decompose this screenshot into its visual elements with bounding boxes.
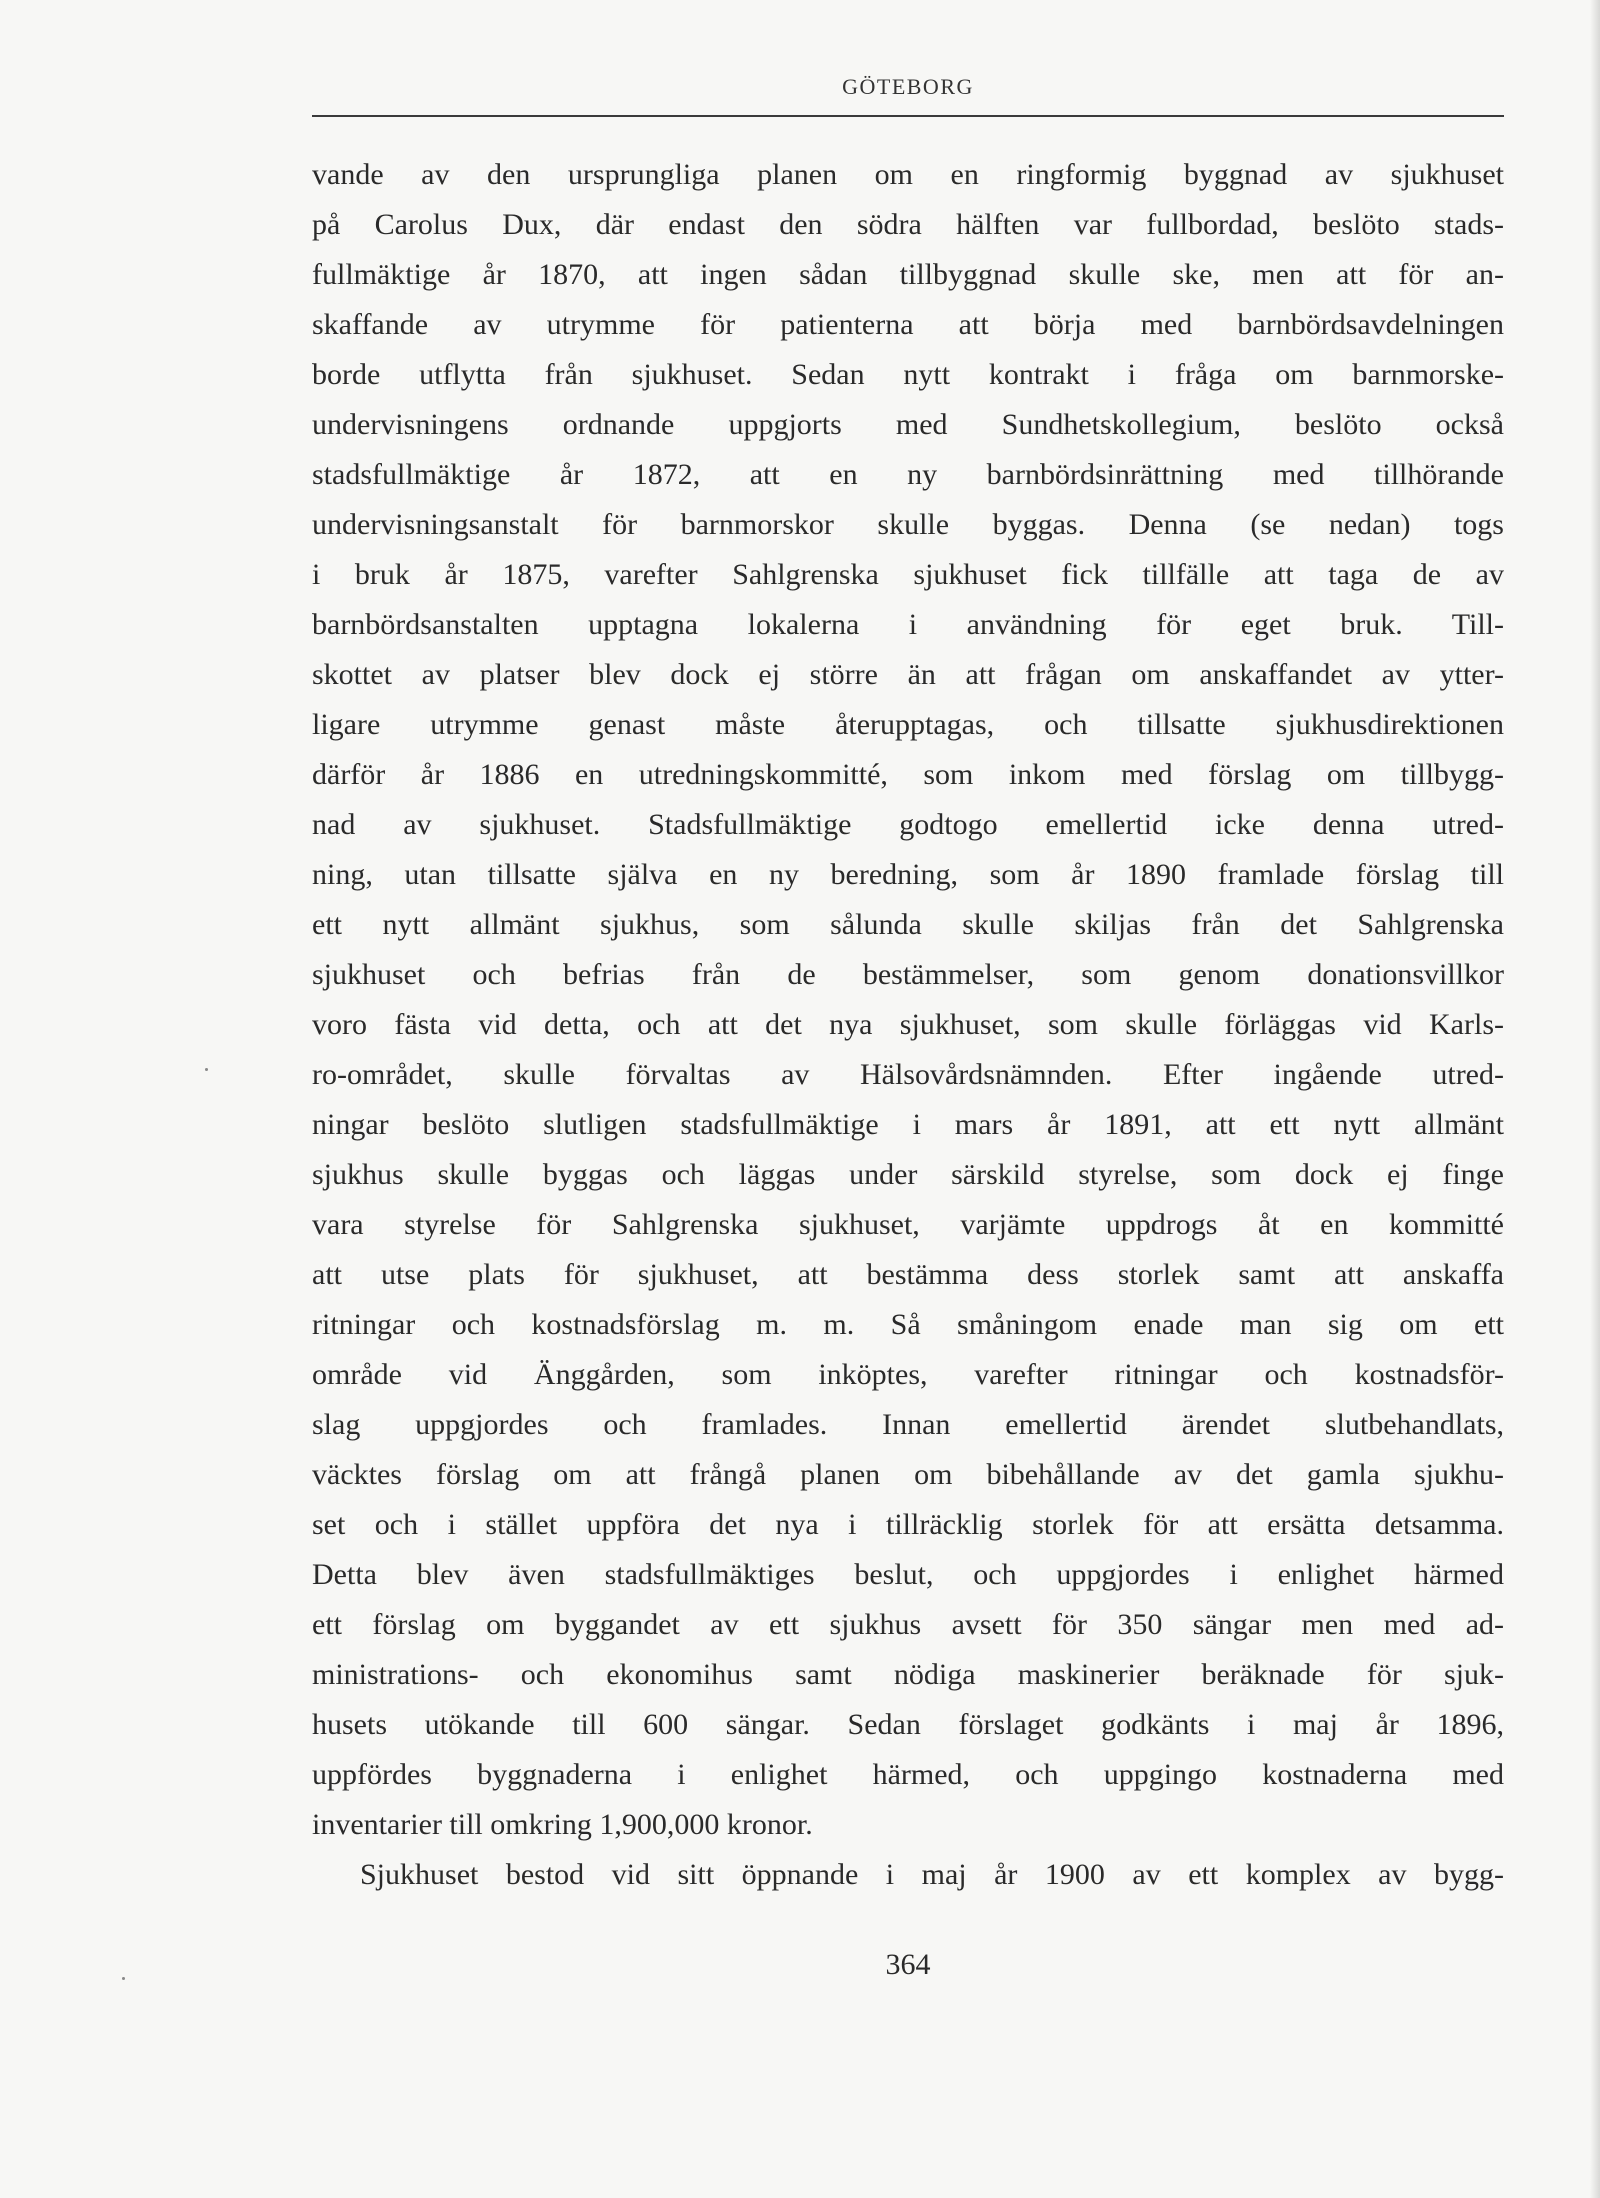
text-line: Sjukhuset bestod vid sitt öppnande i maj år 1900 av ett komplex av bygg-: [360, 1858, 1504, 1891]
text-line: ning, utan tillsatte själva en ny beredning, som år 1890 framlade förslag till: [312, 858, 1504, 891]
text-line: barnbördsanstalten upptagna lokalerna i användning för eget bruk. Till-: [312, 608, 1504, 641]
text-line: ett förslag om byggandet av ett sjukhus avsett för 350 sängar men med ad-: [312, 1608, 1504, 1641]
text-line: skaffande av utrymme för patienterna att börja med barnbördsavdelningen: [312, 308, 1504, 341]
text-line: ritningar och kostnadsförslag m. m. Så småningom enade man sig om ett: [312, 1308, 1504, 1341]
text-line: område vid Änggården, som inköptes, varefter ritningar och kostnadsför-: [312, 1358, 1504, 1391]
text-line: väcktes förslag om att frångå planen om bibehållande av det gamla sjukhu-: [312, 1458, 1504, 1491]
text-line: på Carolus Dux, där endast den södra hälften var fullbordad, beslöto stads-: [312, 208, 1504, 241]
text-line: stadsfullmäktige år 1872, att en ny barnbördsinrättning med tillhörande: [312, 458, 1504, 491]
text-line: fullmäktige år 1870, att ingen sådan tillbyggnad skulle ske, men att för an-: [312, 258, 1504, 291]
text-line: Detta blev även stadsfullmäktiges beslut, och uppgjordes i enlighet härmed: [312, 1558, 1504, 1591]
text-line: voro fästa vid detta, och att det nya sjukhuset, som skulle förläggas vid Karls-: [312, 1008, 1504, 1041]
text-line: borde utflytta från sjukhuset. Sedan nytt kontrakt i fråga om barnmorske-: [312, 358, 1504, 391]
text-line: vara styrelse för Sahlgrenska sjukhuset, varjämte uppdrogs åt en kommitté: [312, 1208, 1504, 1241]
text-line: att utse plats för sjukhuset, att bestämma dess storlek samt att anskaffa: [312, 1258, 1504, 1291]
text-line: sjukhuset och befrias från de bestämmelser, som genom donationsvillkor: [312, 958, 1504, 991]
text-line: i bruk år 1875, varefter Sahlgrenska sjukhuset fick tillfälle att taga de av: [312, 558, 1504, 591]
header-rule: [312, 115, 1504, 117]
text-line: husets utökande till 600 sängar. Sedan förslaget godkänts i maj år 1896,: [312, 1708, 1504, 1741]
scan-speck: [122, 1977, 125, 1980]
text-line: undervisningsanstalt för barnmorskor skulle byggas. Denna (se nedan) togs: [312, 508, 1504, 541]
text-line: uppfördes byggnaderna i enlighet härmed, och uppgingo kostnaderna med: [312, 1758, 1504, 1791]
running-header: GÖTEBORG: [842, 74, 974, 99]
scan-speck: [205, 1068, 208, 1071]
text-line: slag uppgjordes och framlades. Innan emellertid ärendet slutbehandlats,: [312, 1408, 1504, 1441]
text-line: ro-området, skulle förvaltas av Hälsovårdsnämnden. Efter ingående utred-: [312, 1058, 1504, 1091]
text-line: ligare utrymme genast måste återupptagas, och tillsatte sjukhusdirektionen: [312, 708, 1504, 741]
text-line: skottet av platser blev dock ej större än att frågan om anskaffandet av ytter-: [312, 658, 1504, 691]
text-line: ministrations- och ekonomihus samt nödiga maskinerier beräknade för sjuk-: [312, 1658, 1504, 1691]
text-line: inventarier till omkring 1,900,000 kronor.: [312, 1808, 813, 1841]
text-line: ett nytt allmänt sjukhus, som sålunda skulle skiljas från det Sahlgrenska: [312, 908, 1504, 941]
text-line: nad av sjukhuset. Stadsfullmäktige godtogo emellertid icke denna utred-: [312, 808, 1504, 841]
text-line: vande av den ursprungliga planen om en ringformig byggnad av sjukhuset: [312, 158, 1504, 191]
text-line: därför år 1886 en utredningskommitté, som inkom med förslag om tillbygg-: [312, 758, 1504, 791]
page-edge-shadow: [1590, 0, 1600, 2198]
page-number: 364: [885, 1948, 931, 1981]
text-line: ningar beslöto slutligen stadsfullmäktige i mars år 1891, att ett nytt allmänt: [312, 1108, 1504, 1141]
text-line: set och i stället uppföra det nya i tillräcklig storlek för att ersätta detsamma.: [312, 1508, 1504, 1541]
text-line: undervisningens ordnande uppgjorts med Sundhetskollegium, beslöto också: [312, 408, 1504, 441]
text-line: sjukhus skulle byggas och läggas under särskild styrelse, som dock ej finge: [312, 1158, 1504, 1191]
body-text: [312, 150, 1504, 1900]
